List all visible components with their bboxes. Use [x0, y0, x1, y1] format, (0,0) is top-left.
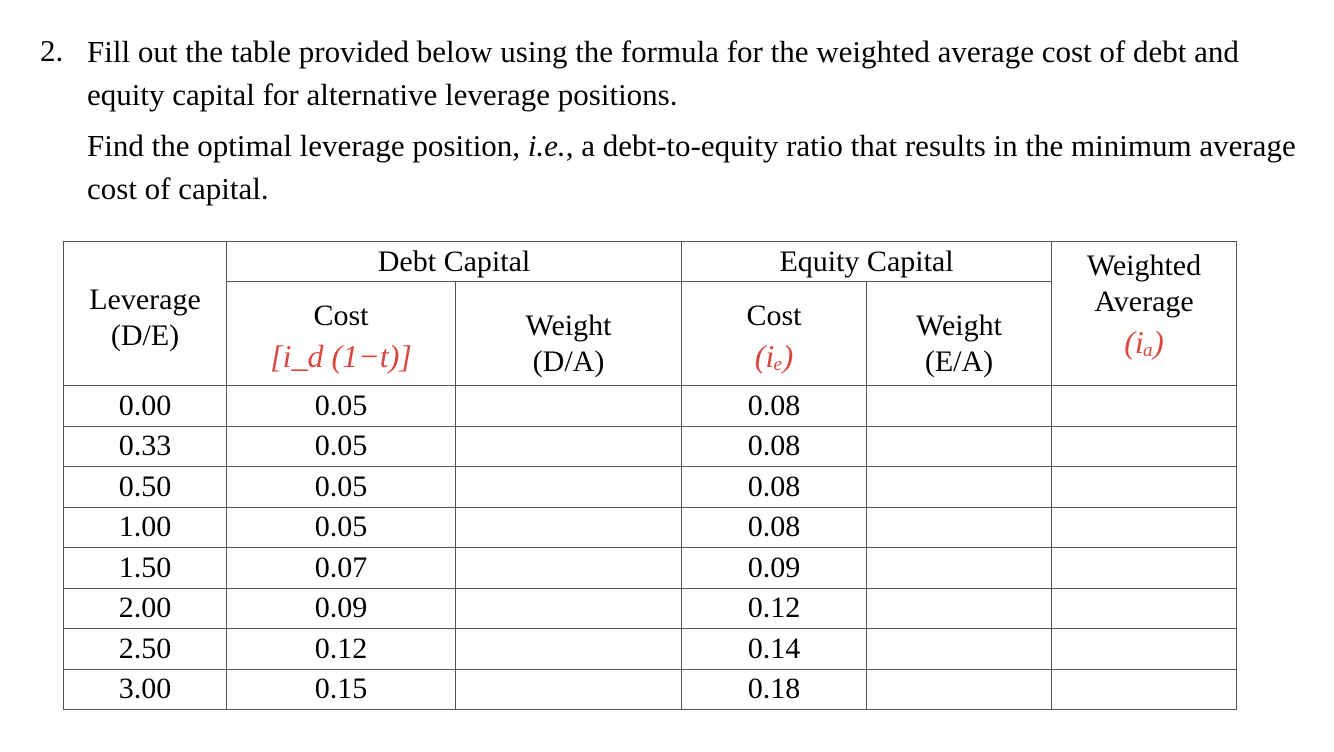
subtask-text-start: Find the optimal leverage position,: [87, 128, 528, 163]
equity-cost-cell: 0.14: [682, 629, 867, 670]
debt-weight-header: [456, 282, 682, 386]
equity-weight-cell[interactable]: [867, 669, 1052, 710]
table-row: [64, 629, 1237, 670]
leverage-cell: 0.00: [64, 386, 227, 427]
debt-weight-cell[interactable]: [456, 669, 682, 710]
debt-cost-cell: 0.07: [227, 548, 456, 589]
equity-weight-cell[interactable]: [867, 588, 1052, 629]
table-row: [64, 548, 1237, 589]
weighted-average-line1: Weighted: [1086, 249, 1202, 282]
weighted-average-header: [1052, 242, 1237, 386]
table-row: [64, 467, 1237, 508]
debt-weight-cell[interactable]: [456, 467, 682, 508]
debt-cost-cell: 0.05: [227, 507, 456, 548]
leverage-cell: 0.33: [64, 426, 227, 467]
debt-cost-cell: 0.09: [227, 588, 456, 629]
equity-weight-cell[interactable]: [867, 507, 1052, 548]
weighted-average-cell[interactable]: [1052, 386, 1237, 427]
wacc-table: [63, 241, 1237, 710]
weighted-average-cell[interactable]: [1052, 669, 1237, 710]
equity-weight-cell[interactable]: [867, 629, 1052, 670]
question-subtask: [87, 124, 1317, 210]
equity-weight-cell[interactable]: [867, 548, 1052, 589]
weighted-average-cell[interactable]: [1052, 507, 1237, 548]
leverage-cell: 1.50: [64, 548, 227, 589]
equity-weight-header: [867, 282, 1052, 386]
equity-cost-cell: 0.12: [682, 588, 867, 629]
weighted-average-cell[interactable]: [1052, 467, 1237, 508]
leverage-cell: 2.00: [64, 588, 227, 629]
leverage-cell: 0.50: [64, 467, 227, 508]
equity-cost-formula: (iₑ): [754, 337, 794, 374]
equity-weight-cell[interactable]: [867, 467, 1052, 508]
debt-cost-cell: 0.05: [227, 426, 456, 467]
equity-cost-cell: 0.08: [682, 467, 867, 508]
question-instruction: Fill out the table provided below using the formula for the weighted average cost of debt and equity capital for alternative leverage positions.: [87, 34, 1239, 112]
equity-cost-cell: 0.08: [682, 426, 867, 467]
weighted-average-cell[interactable]: [1052, 629, 1237, 670]
debt-weight-cell[interactable]: [456, 629, 682, 670]
weighted-average-cell[interactable]: [1052, 426, 1237, 467]
equity-cost-cell: 0.08: [682, 386, 867, 427]
table-row: [64, 426, 1237, 467]
leverage-header-line2: (D/E): [110, 319, 180, 352]
subtask-italic-ie: i.e.: [527, 128, 566, 163]
equity-cost-cell: 0.18: [682, 669, 867, 710]
equity-capital-header: Equity Capital: [682, 242, 1052, 282]
equity-cost-cell: 0.09: [682, 548, 867, 589]
debt-weight-cell[interactable]: [456, 588, 682, 629]
debt-cost-formula: [i_d (1−t)]: [270, 337, 412, 374]
debt-weight-cell[interactable]: [456, 548, 682, 589]
leverage-cell: 2.50: [64, 629, 227, 670]
weighted-average-formula: (iₐ): [1124, 324, 1164, 360]
debt-weight-line1: Weight: [525, 308, 612, 342]
equity-weight-line2: (E/A): [924, 344, 994, 378]
leverage-header: [64, 242, 227, 386]
debt-cost-label: Cost: [313, 298, 369, 332]
debt-cost-cell: 0.05: [227, 386, 456, 427]
equity-weight-cell[interactable]: [867, 386, 1052, 427]
weighted-average-cell[interactable]: [1052, 548, 1237, 589]
equity-cost-cell: 0.08: [682, 507, 867, 548]
debt-cost-cell: 0.15: [227, 669, 456, 710]
table-row: [64, 507, 1237, 548]
table-row: [64, 386, 1237, 427]
leverage-cell: 3.00: [64, 669, 227, 710]
equity-cost-label: Cost: [746, 298, 802, 332]
debt-cost-cell: 0.12: [227, 629, 456, 670]
weighted-average-cell[interactable]: [1052, 588, 1237, 629]
subtask-text-end: , a debt-to-equity ratio that results in the minimum average cost of capital.: [87, 128, 1296, 206]
table-row: [64, 669, 1237, 710]
leverage-cell: 1.00: [64, 507, 227, 548]
question-number: 2.: [40, 33, 64, 68]
equity-cost-header: [682, 282, 867, 386]
weighted-average-line2: Average: [1094, 285, 1194, 318]
table-row: [64, 588, 1237, 629]
equity-weight-line1: Weight: [916, 308, 1002, 342]
debt-cost-header: [227, 282, 456, 386]
equity-weight-cell[interactable]: [867, 426, 1052, 467]
debt-weight-cell[interactable]: [456, 507, 682, 548]
debt-capital-header: Debt Capital: [227, 242, 682, 282]
debt-weight-cell[interactable]: [456, 386, 682, 427]
debt-cost-cell: 0.05: [227, 467, 456, 508]
debt-weight-line2: (D/A): [532, 344, 605, 378]
leverage-header-line1: Leverage: [89, 283, 201, 316]
debt-weight-cell[interactable]: [456, 426, 682, 467]
